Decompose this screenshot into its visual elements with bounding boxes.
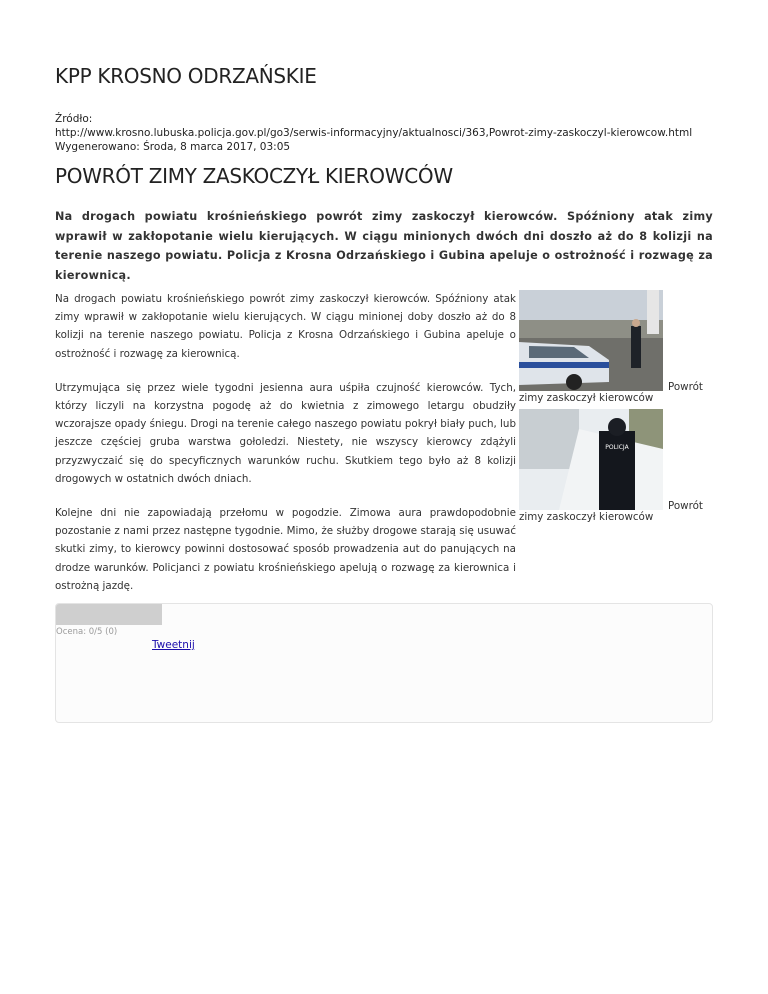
rating-text: Ocena: 0/5 (0) [56, 627, 118, 637]
source-url: http://www.krosno.lubuska.policja.gov.pl/go3/serwis-informacyjny/aktualnosci/363,Powrot-zimy-zaskoczyl-kierowcow.html [55, 127, 693, 139]
article-lead: Na drogach powiatu krośnieńskiego powrót zimy zaskoczył kierowców. Spóźniony atak zimy wprawił w zakłopotanie wielu kierujących. W ciągu minionych dwóch dni doszło aż do 8 kolizji na terenie naszego powiatu. Policja z Krosna Odrzańskiego i Gubina apeluje o ostrożność i rozwagę za kierownicą. [55, 210, 713, 282]
photo-caption-word: Powrót [668, 500, 703, 512]
photo-caption: zimy zaskoczył kierowców [519, 392, 654, 404]
rating-stars[interactable] [56, 604, 162, 625]
article-paragraph: Kolejne dni nie zapowiadają przełomu w pogodzie. Zimowa aura prawdopodobnie pozostanie z nami przez następne tygodnie. Mimo, że służby drogowe starają się usuwać skutki zimy, to kierowcy powinni dostosować sposób prowadzenia aut do panujących na drodze warunków. Policjanci z powiatu krośnieńskiego apelują o rozwagę za kierownica i ostrożną jazdę. [55, 507, 516, 592]
photo-caption-word: Powrót [668, 381, 703, 393]
article-paragraph: Na drogach powiatu krośnieńskiego powrót zimy zaskoczył kierowców. Spóźniony atak zimy wprawił w zakłopotanie wielu kierujących. W ciągu minionej doby doszło aż do 8 kolizji na terenie naszego powiatu. Policja z Krosna Odrzańskiego i Gubina apeluje o ostrożność i rozwagę za kierownicą. [55, 293, 516, 360]
generated-date: Wygenerowano: Środa, 8 marca 2017, 03:05 [55, 141, 291, 153]
article-title: POWRÓT ZIMY ZASKOCZYŁ KIEROWCÓW [55, 164, 453, 188]
article-body [55, 290, 516, 611]
site-title: KPP KROSNO ODRZAŃSKIE [55, 64, 317, 88]
source-meta [55, 112, 692, 154]
rating-box [55, 603, 713, 723]
photo-caption: zimy zaskoczył kierowców [519, 511, 654, 523]
tweet-link[interactable]: Tweetnij [152, 639, 195, 651]
photo-police-car[interactable] [519, 290, 663, 391]
photo-figure [519, 290, 709, 409]
photo-column [519, 290, 709, 528]
jacket-text: POLICJA [605, 444, 629, 451]
article-paragraph: Utrzymująca się przez wiele tygodni jesienna aura uśpiła czujność kierowców. Tych, którzy liczyli na korzystna pogodę aż do kwietnia z zimowego letargu obudziły wczorajsze opady śniegu. Drogi na terenie całego naszego powiatu pokrył biały puch, lub jeszcze częściej gruba warstwa gołoledzi. Niestety, nie wszyscy kierowcy zdążyli przyzwyczaić się do specyficznych warunków ruchu. Skutkiem tego było aż 8 kolizji drogowych w ostatnich dwóch dniach. [55, 381, 516, 485]
photo-figure [519, 409, 709, 528]
source-label: Źródło: [55, 113, 93, 125]
photo-policeman[interactable] [519, 409, 663, 510]
